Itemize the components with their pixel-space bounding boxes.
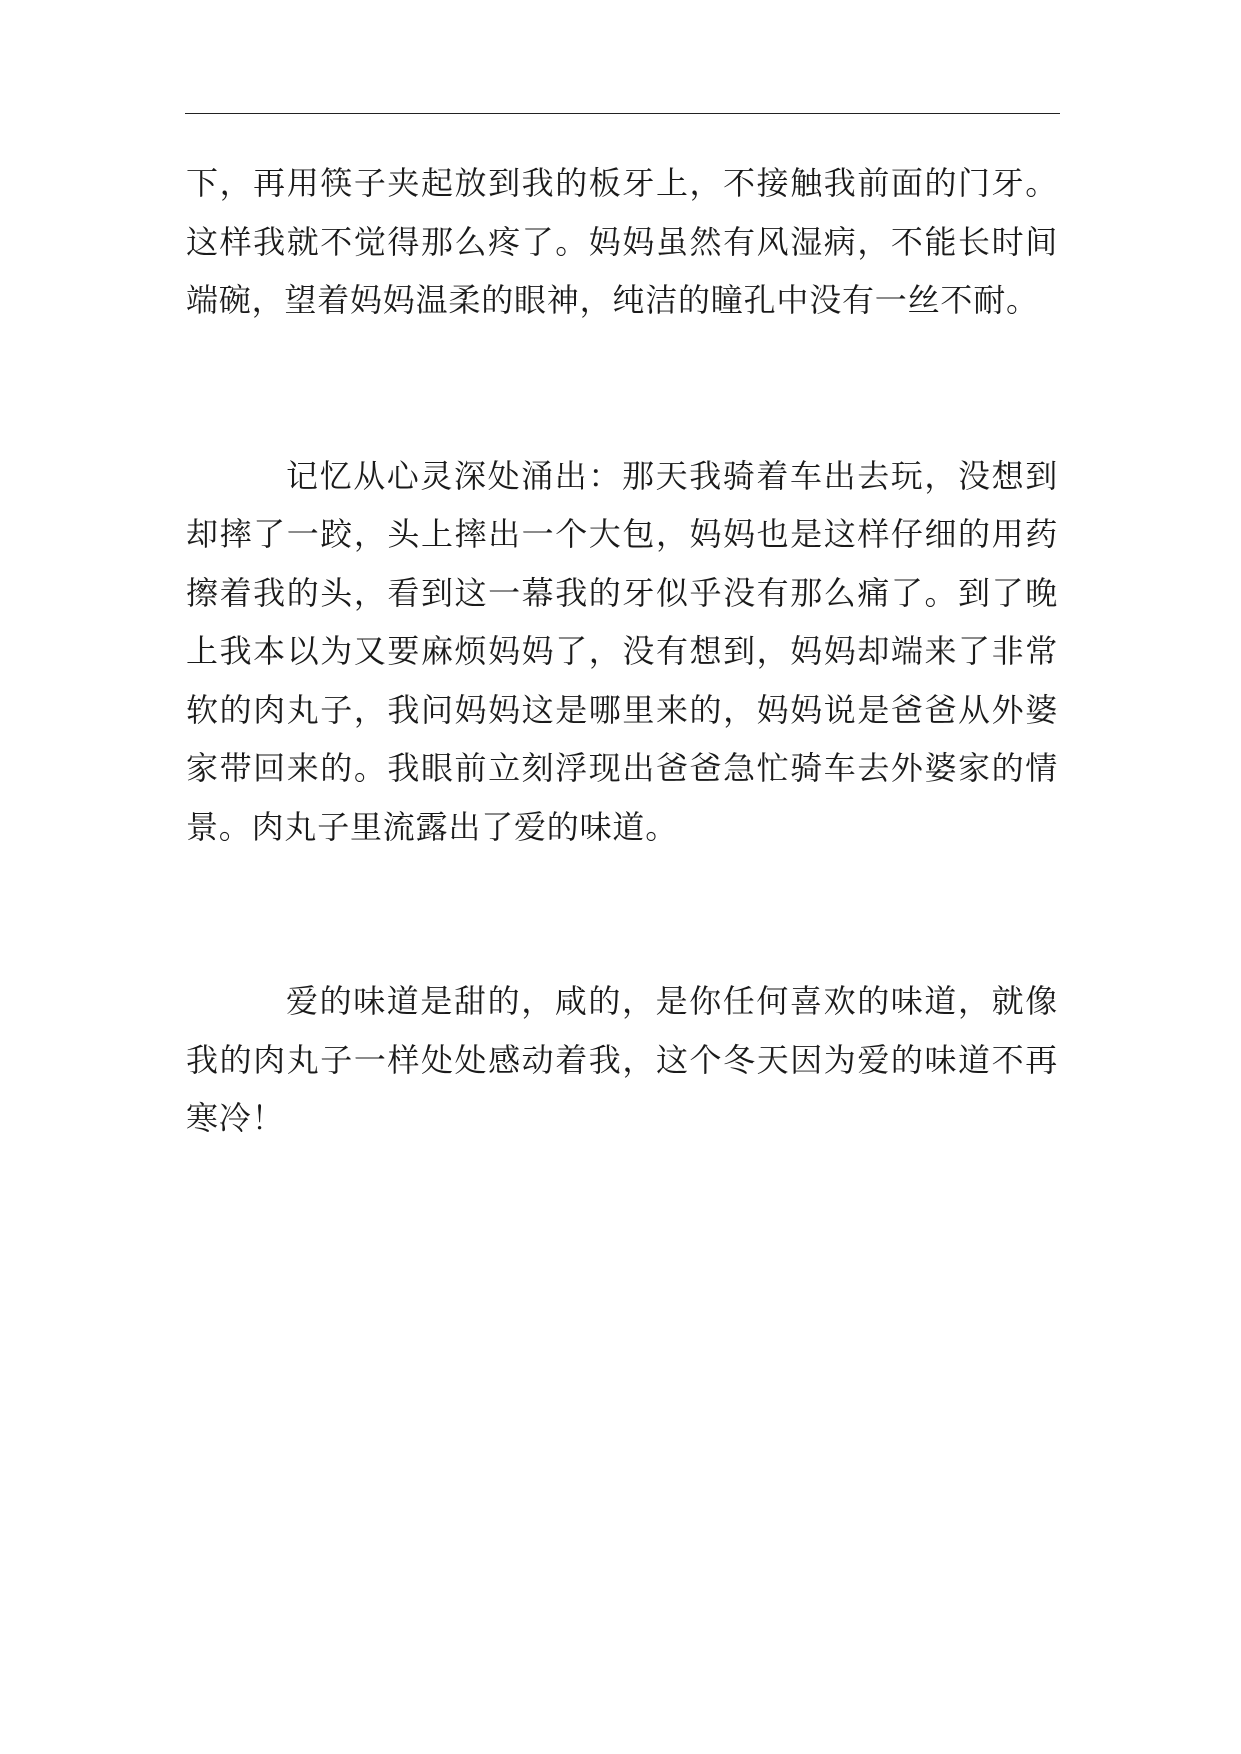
paragraph-continuation: 下，再用筷子夹起放到我的板牙上，不接触我前面的门牙。这样我就不觉得那么疼了。妈妈虽然有风湿病，不能长时间端碗，望着妈妈温柔的眼神，纯洁的瞳孔中没有一丝不耐。 <box>186 164 1058 319</box>
paragraph-conclusion: 爱的味道是甜的，咸的，是你任何喜欢的味道，就像我的肉丸子一样处处感动着我，这个冬天因为爱的味道不再寒冷！ <box>186 982 1058 1137</box>
paragraph-spacer <box>186 856 1058 972</box>
document-body <box>186 154 1058 1148</box>
header-rule <box>185 113 1060 114</box>
paragraph-memory: 记忆从心灵深处涌出：那天我骑着车出去玩，没想到却摔了一跤，头上摔出一个大包，妈妈也是这样仔细的用药擦着我的头，看到这一幕我的牙似乎没有那么痛了。到了晚上我本以为又要麻烦妈妈了，没有想到，妈妈却端来了非常软的肉丸子，我问妈妈这是哪里来的，妈妈说是爸爸从外婆家带回来的。我眼前立刻浮现出爸爸急忙骑车去外婆家的情景。肉丸子里流露出了爱的味道。 <box>186 456 1058 846</box>
paragraph-spacer <box>186 330 1058 447</box>
